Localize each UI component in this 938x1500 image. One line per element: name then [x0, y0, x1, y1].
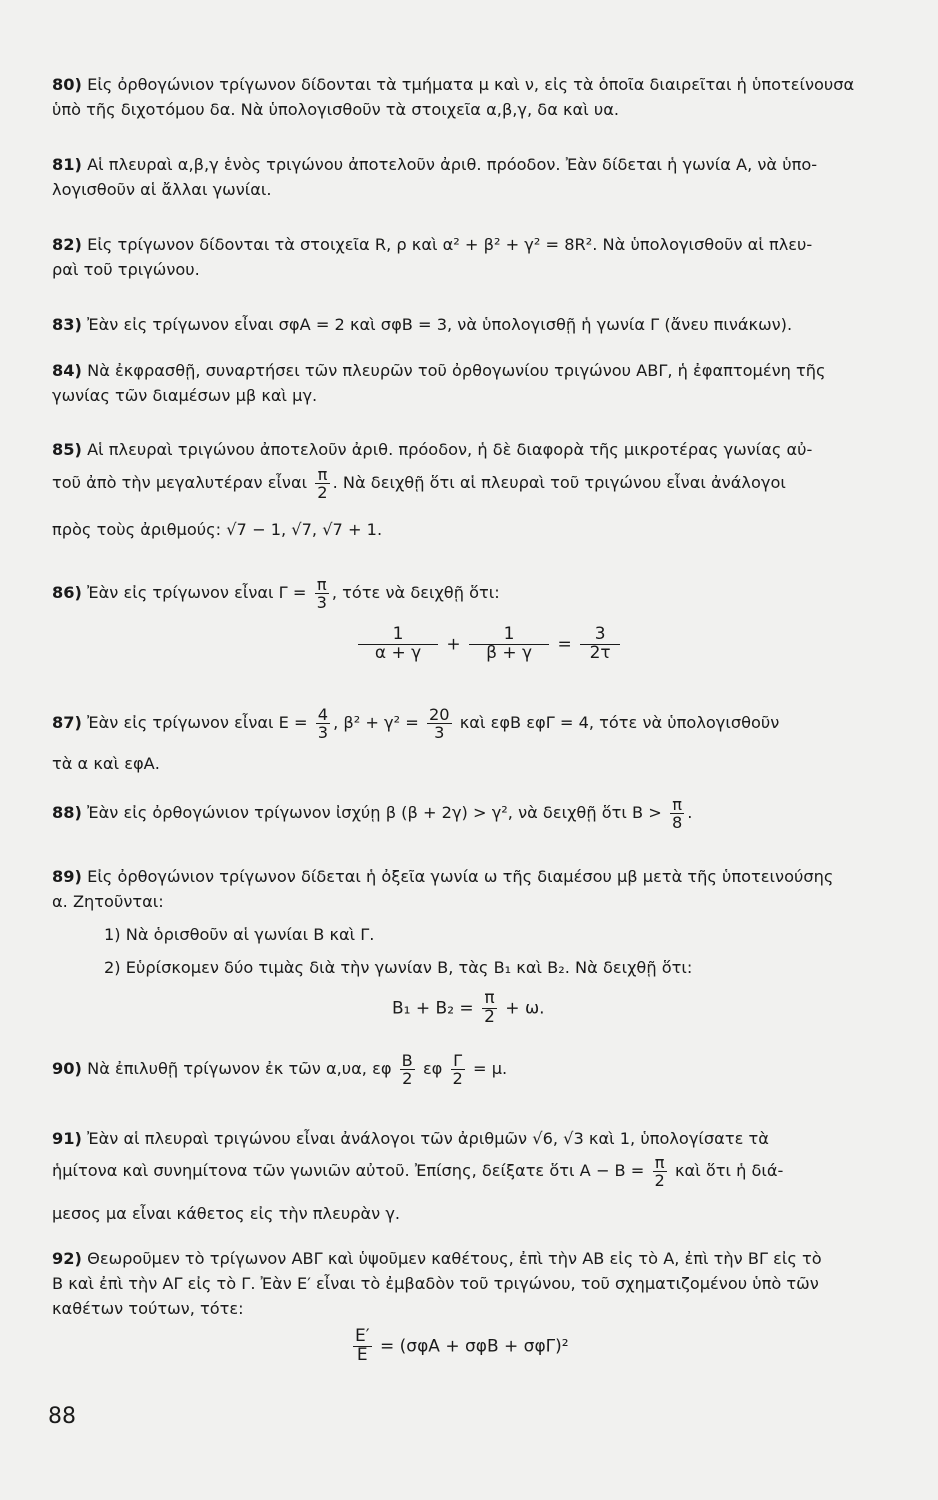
problem-86: [52, 576, 500, 611]
problem-text: πρὸς τοὺς ἀριθμούς: √7 − 1, √7, √7 + 1.: [52, 520, 383, 539]
fraction-pi-over-2: $\frac{\pi}{2}$: [317, 465, 328, 502]
problem-text: α. Ζητοῦνται:: [52, 892, 164, 911]
problem-number: 92): [52, 1249, 82, 1268]
problem-text: Ἐὰν εἰς τρίγωνον εἶναι Γ =: [87, 583, 307, 602]
fraction: $\frac{4}{3}$: [317, 705, 329, 742]
problem-number: 80): [52, 75, 82, 94]
fraction-pi-over-8: $\frac{\pi}{8}$: [671, 795, 683, 832]
problem-text: Νὰ ἐπιλυθῇ τρίγωνον ἐκ τῶν α,υα, εφ: [87, 1059, 392, 1078]
problem-83: [52, 312, 932, 337]
formula-86: $\frac{1}{\alpha + \gamma}$ + $\frac{1}{\beta + \gamma}$ = $\frac{3}{2\tau}$: [355, 626, 623, 663]
fraction: $\frac{B}{2}$: [401, 1051, 413, 1088]
problem-number: 87): [52, 713, 82, 732]
problem-87: [52, 706, 779, 741]
problem-text: γωνίας τῶν διαμέσων μβ καὶ μγ.: [52, 386, 318, 405]
problem-text: Αἱ πλευραὶ α,β,γ ἑνὸς τριγώνου ἀποτελοῦν ἀριθ. πρόοδον. Ἐὰν δίδεται ἡ γωνία Α, νὰ ὑπο-: [87, 155, 818, 174]
problem-number: 86): [52, 583, 82, 602]
problem-number: 89): [52, 867, 82, 886]
problem-91-line-2: [52, 1154, 783, 1189]
problem-text: , τότε νὰ δειχθῇ ὅτι:: [331, 583, 500, 602]
fraction: $\frac{1}{\beta + \gamma}$: [469, 626, 549, 663]
fraction-pi-over-2: $\frac{\pi}{2}$: [484, 988, 495, 1027]
problem-text: Εἰς ὀρθογώνιον τρίγωνον δίδεται ἡ ὀξεῖα γωνία ω τῆς διαμέσου μβ μετὰ τῆς ὑποτεινούσης: [87, 867, 834, 886]
problem-text: καὶ ὅτι ἡ διά-: [674, 1161, 784, 1180]
problem-number: 84): [52, 361, 82, 380]
problem-text: ραὶ τοῦ τριγώνου.: [52, 260, 200, 279]
fraction: $\frac{1}{\alpha + \gamma}$: [358, 626, 438, 663]
formula-92: $\frac{E'}{E}$ = (σφΑ + σφΒ + σφΓ)²: [355, 1326, 569, 1365]
fraction: $\frac{20}{3}$: [428, 705, 450, 742]
problem-text: καθέτων τούτων, τότε:: [52, 1299, 244, 1318]
problem-88: 88) Ἐὰν εἰς ὀρθογώνιον τρίγωνον ἰσχύῃ β (β + 2γ) > γ², νὰ δειχθῇ ὅτι Β > $\frac{\pi}{8}$ .: [52, 795, 693, 832]
problem-text: Ἐὰν εἰς ὀρθογώνιον τρίγωνον ἰσχύῃ β (β + 2γ) > γ², νὰ δειχθῇ ὅτι Β >: [87, 803, 662, 822]
problem-text: Νὰ ἐκφρασθῇ, συναρτήσει τῶν πλευρῶν τοῦ ὀρθογωνίου τριγώνου ΑΒΓ, ἡ ἐφαπτομένη τῆς: [87, 361, 826, 380]
fraction-pi-over-2: $\frac{\pi}{2}$: [654, 1153, 665, 1190]
problem-number: 91): [52, 1129, 82, 1148]
problem-number: 85): [52, 440, 82, 459]
problem-number: 90): [52, 1059, 82, 1078]
problem-text: καὶ εφΒ εφΓ = 4, τότε νὰ ὑπολογισθοῦν: [459, 713, 780, 732]
problem-91: [52, 1126, 932, 1151]
problem-81: [52, 152, 932, 202]
problem-text: Αἱ πλευραὶ τριγώνου ἀποτελοῦν ἀριθ. πρόοδον, ἡ δὲ διαφορὰ τῆς μικροτέρας γωνίας αὐ-: [87, 440, 813, 459]
fraction: $\frac{3}{2\tau}$: [580, 626, 620, 663]
problem-number: 88): [52, 803, 82, 822]
problem-92: [52, 1246, 932, 1321]
problem-text: Εἰς ὀρθογώνιον τρίγωνον δίδονται τὰ τμήματα μ καὶ ν, εἰς τὰ ὁποῖα διαιρεῖται ἡ ὑποτείνουσα: [87, 75, 855, 94]
problem-84: [52, 358, 932, 408]
problem-text: Ἐὰν αἱ πλευραὶ τριγώνου εἶναι ἀνάλογοι τῶν ἀριθμῶν √6, √3 καὶ 1, ὑπολογίσατε τὰ: [87, 1129, 769, 1148]
problem-80: [52, 72, 932, 122]
problem-text: Β καὶ ἐπὶ τὴν ΑΓ εἰς τὸ Γ. Ἐὰν Ε′ εἶναι τὸ ἐμβαδὸν τοῦ τριγώνου, τοῦ σχηματιζομένου ὑπὸ τῶν: [52, 1274, 819, 1293]
problem-82: [52, 232, 932, 282]
problem-text: Ἐὰν εἰς τρίγωνον εἶναι Ε =: [87, 713, 308, 732]
problem-text: Ἐὰν εἰς τρίγωνον εἶναι σφΑ = 2 καὶ σφΒ = 3, νὰ ὑπολογισθῇ ἡ γωνία Γ (ἄνευ πινάκων).: [87, 315, 793, 334]
formula-89: Β₁ + Β₂ = $\frac{\pi}{2}$ + ω.: [392, 988, 545, 1027]
problem-text: , β² + γ² =: [333, 713, 419, 732]
fraction: $\frac{\Gamma}{2}$: [452, 1051, 463, 1088]
problem-text: Εἰς τρίγωνον δίδονται τὰ στοιχεῖα R, ρ καὶ α² + β² + γ² = 8R². Νὰ ὑπολογισθοῦν αἱ πλευ-: [87, 235, 813, 254]
problem-89-item-1: 1) Νὰ ὁρισθοῦν αἱ γωνίαι Β καὶ Γ.: [104, 925, 375, 944]
page-number: 88: [48, 1404, 76, 1429]
problem-number: 83): [52, 315, 82, 334]
problem-85: [52, 437, 932, 462]
problem-text: Θεωροῦμεν τὸ τρίγωνον ΑΒΓ καὶ ὑψοῦμεν καθέτους, ἐπὶ τὴν ΑΒ εἰς τὸ Α, ἐπὶ τὴν ΒΓ εἰς τὸ: [87, 1249, 822, 1268]
problem-89: [52, 864, 932, 914]
problem-number: 82): [52, 235, 82, 254]
problem-number: 81): [52, 155, 82, 174]
fraction: $\frac{E'}{E}$: [355, 1326, 370, 1365]
problem-text: λογισθοῦν αἱ ἄλλαι γωνίαι.: [52, 180, 272, 199]
problem-text: ὑπὸ τῆς διχοτόμου δα. Νὰ ὑπολογισθοῦν τὰ στοιχεῖα α,β,γ, δα καὶ υα.: [52, 100, 620, 119]
problem-text: τὰ α καὶ εφΑ.: [52, 754, 160, 773]
problem-85-line-2: [52, 466, 786, 501]
problem-text: μεσος μα εἶναι κάθετος εἰς τὴν πλευρὰν γ.: [52, 1204, 401, 1223]
problem-90: 90) Νὰ ἐπιλυθῇ τρίγωνον ἐκ τῶν α,υα, εφ $\frac{B}{2}$ εφ $\frac{\Gamma}{2}$ = μ.: [52, 1051, 508, 1088]
problem-text: . Νὰ δειχθῇ ὅτι αἱ πλευραὶ τοῦ τριγώνου εἶναι ἀνάλογοι: [332, 473, 786, 492]
problem-text: τοῦ ἀπὸ τὴν μεγαλυτέραν εἶναι: [52, 473, 308, 492]
problem-text: ἡμίτονα καὶ συνημίτονα τῶν γωνιῶν αὐτοῦ. Ἐπίσης, δείξατε ὅτι Α − Β =: [52, 1161, 645, 1180]
problem-89-item-2: 2) Εὑρίσκομεν δύο τιμὰς διὰ τὴν γωνίαν Β, τὰς Β₁ καὶ Β₂. Νὰ δειχθῇ ὅτι:: [104, 958, 693, 977]
fraction-pi-over-3: $\frac{\pi}{3}$: [316, 575, 327, 612]
